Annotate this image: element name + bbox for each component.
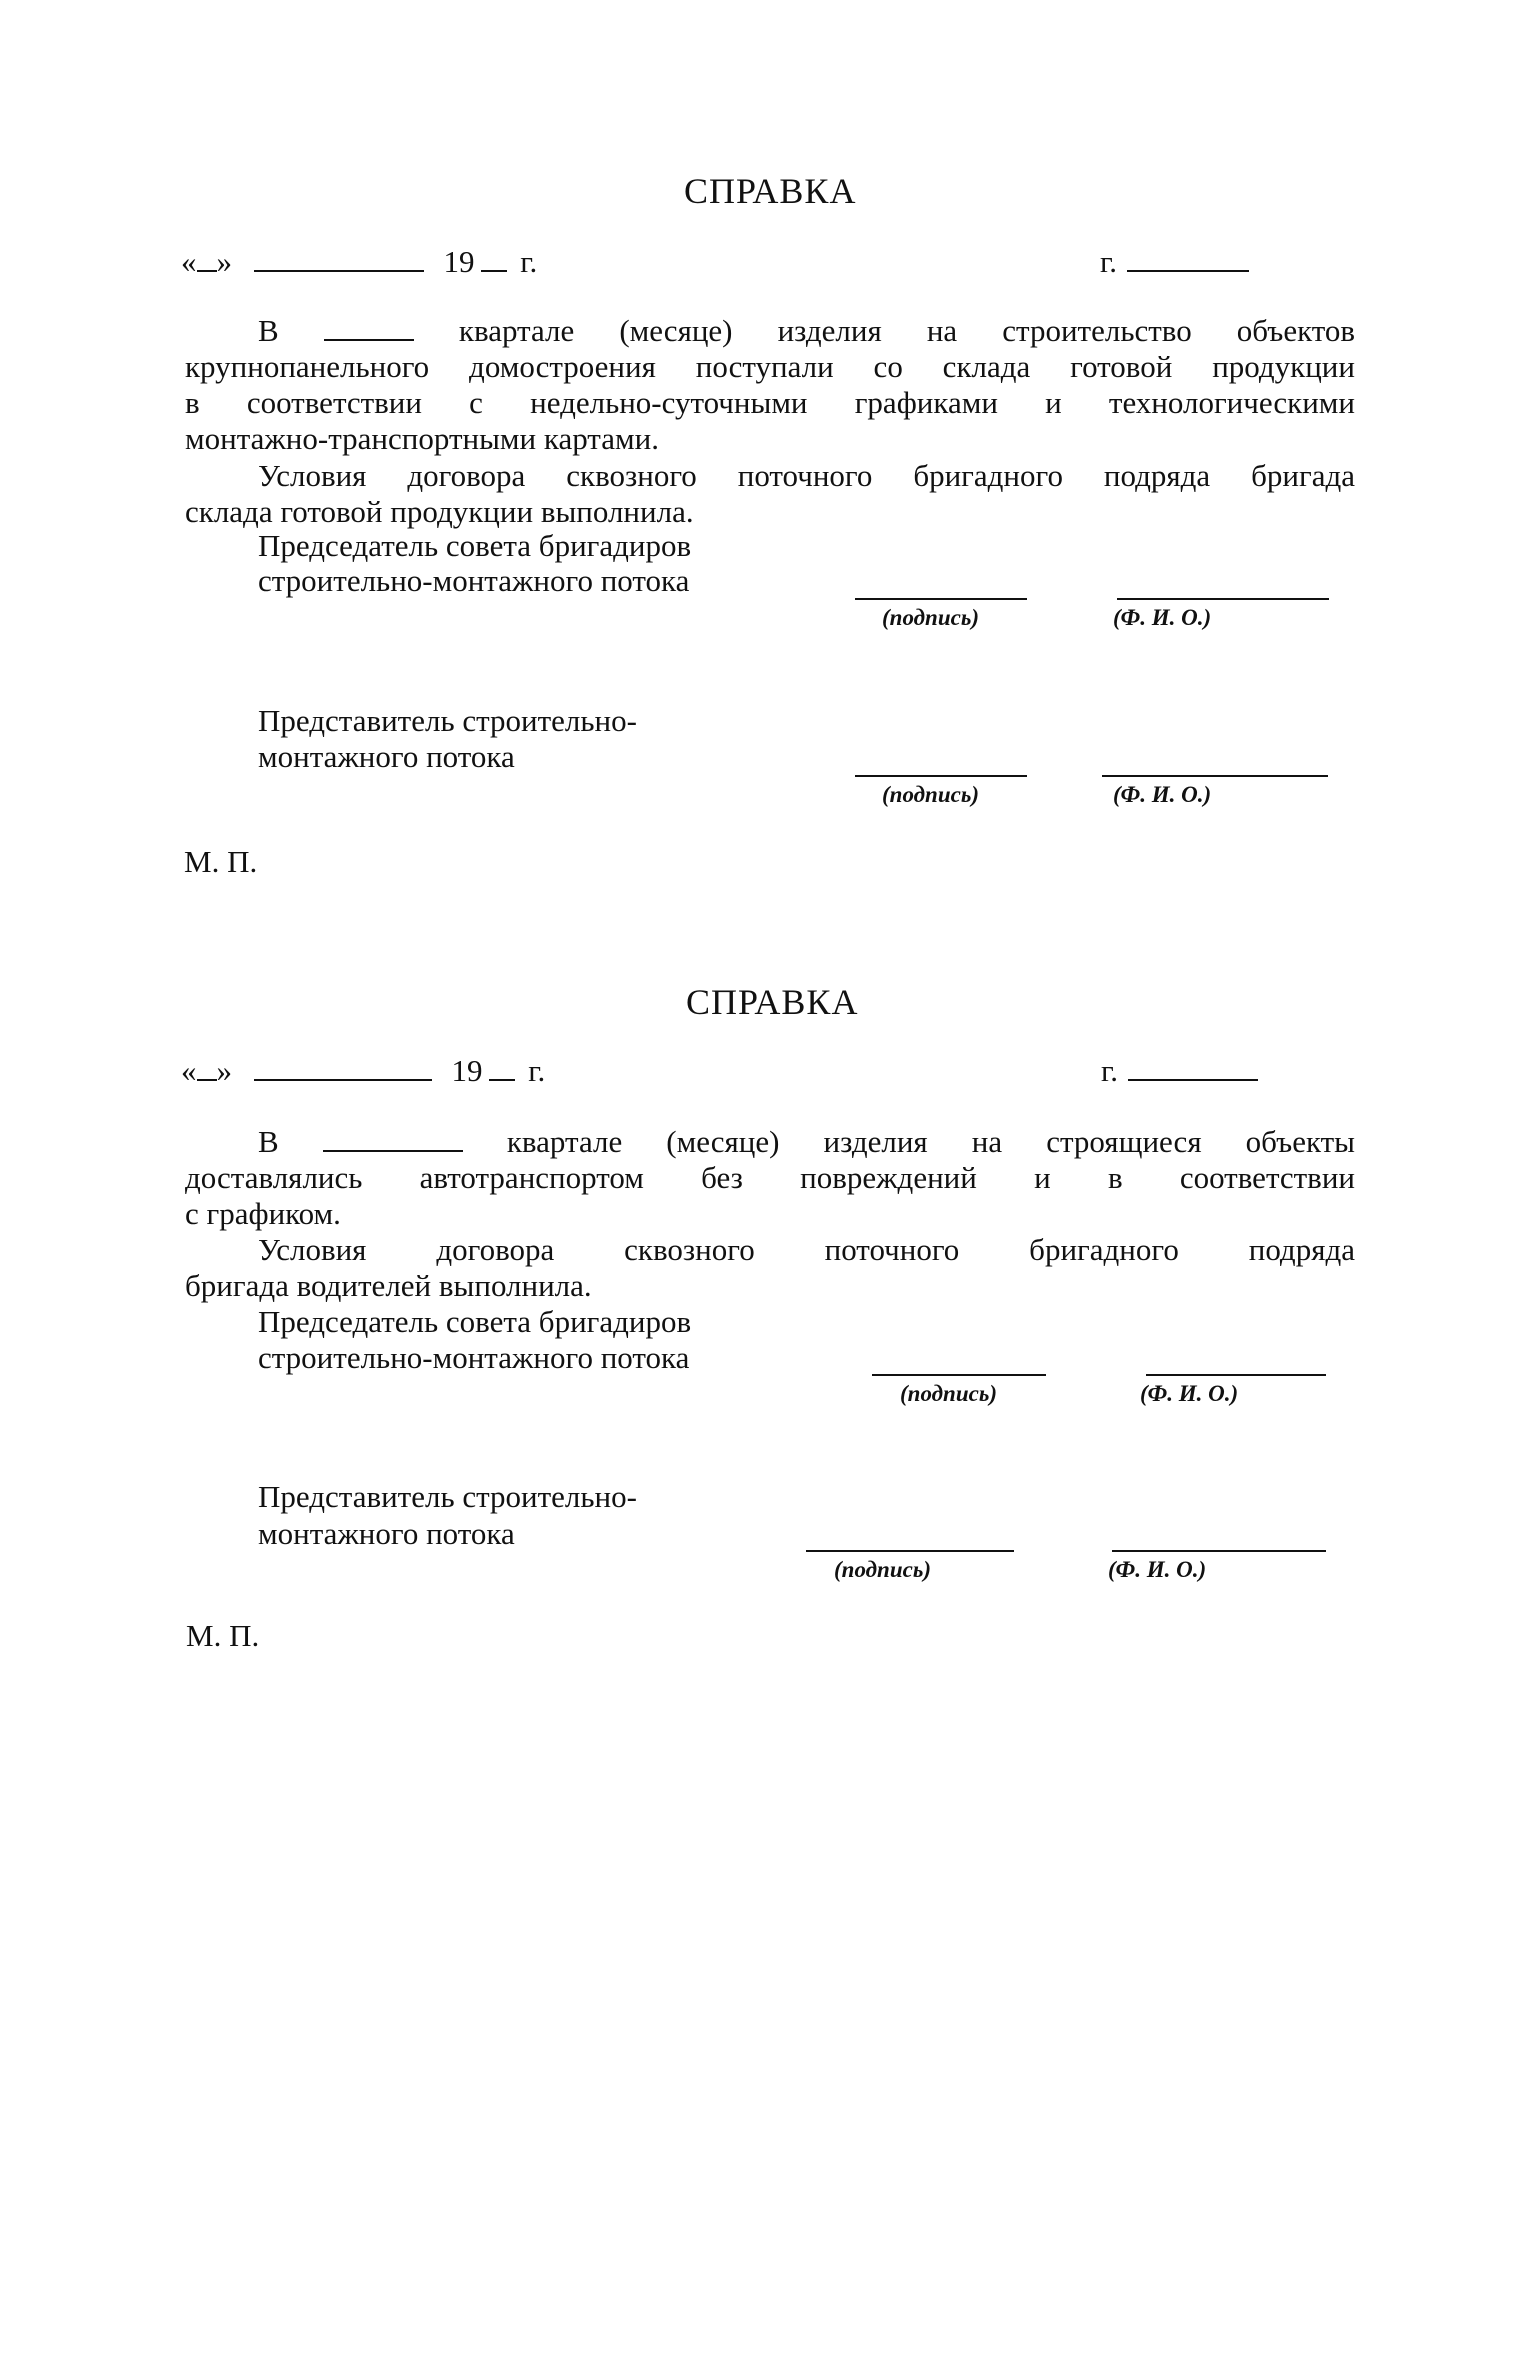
representative-title: монтажного потока	[258, 1516, 515, 1551]
name-caption: (Ф. И. О.)	[1113, 782, 1212, 807]
name-caption: (Ф. И. О.)	[1140, 1381, 1239, 1406]
signature-line	[855, 775, 1027, 777]
name-line	[1102, 775, 1328, 777]
day-blank	[197, 1075, 217, 1081]
signature-caption: (подпись)	[834, 1557, 932, 1582]
chair-title: строительно-монтажного потока	[258, 1340, 690, 1375]
name-caption: (Ф. И. О.)	[1113, 605, 1212, 630]
chair-title: строительно-монтажного потока	[258, 563, 690, 598]
month-blank	[254, 1075, 432, 1081]
paragraph-text: квартале (месяце) изделия на строительство объектов	[458, 313, 1356, 348]
name-caption: (Ф. И. О.)	[1108, 1557, 1207, 1582]
chair-title: Председатель совета бригадиров	[258, 528, 692, 563]
city-prefix: г.	[1100, 244, 1117, 279]
day-blank	[197, 266, 217, 272]
city-line	[1100, 244, 1249, 280]
year-blank	[481, 266, 507, 272]
year-blank	[489, 1075, 515, 1081]
year-suffix: г.	[520, 244, 538, 279]
quarter-blank	[323, 1146, 463, 1152]
paragraph-line: склада готовой продукции выполнила.	[185, 494, 694, 529]
signature-line	[872, 1374, 1046, 1376]
paragraph-start: В	[258, 313, 279, 348]
year-prefix: 19	[443, 244, 475, 279]
signature-line	[855, 598, 1027, 600]
representative-title: монтажного потока	[258, 739, 515, 774]
paragraph-line: Условия договора сквозного поточного бригадного подряда бригада	[258, 458, 1355, 493]
month-blank	[254, 266, 424, 272]
date-quote-close: »	[216, 244, 232, 279]
paragraph-start: В	[258, 1124, 279, 1159]
paragraph-line	[258, 1124, 1355, 1160]
name-line	[1117, 598, 1329, 600]
paragraph-line: с графиком.	[185, 1196, 341, 1231]
signature-caption: (подпись)	[900, 1381, 998, 1406]
date-line	[181, 1053, 545, 1089]
seal-mark: М. П.	[184, 844, 258, 879]
year-suffix: г.	[528, 1053, 546, 1088]
representative-title: Представитель строительно-	[258, 703, 637, 738]
signature-caption: (подпись)	[882, 605, 980, 630]
city-blank	[1128, 1075, 1258, 1081]
paragraph-text: квартале (месяце) изделия на строящиеся объекты	[506, 1124, 1355, 1159]
date-quote-open: «	[181, 1053, 197, 1088]
name-line	[1112, 1550, 1326, 1552]
chair-title: Председатель совета бригадиров	[258, 1304, 692, 1339]
city-prefix: г.	[1101, 1053, 1118, 1088]
quarter-blank	[324, 335, 414, 341]
signature-line	[806, 1550, 1014, 1552]
paragraph-line: Условия договора сквозного поточного бригадного подряда	[258, 1232, 1355, 1267]
date-line	[181, 244, 537, 280]
paragraph-line: в соответствии с недельно-суточными графиками и технологическими	[185, 385, 1355, 420]
date-quote-open: «	[181, 244, 197, 279]
city-line	[1101, 1053, 1258, 1089]
certificate-title: СПРАВКА	[686, 982, 859, 1022]
date-quote-close: »	[216, 1053, 232, 1088]
paragraph-line: бригада водителей выполнила.	[185, 1268, 592, 1303]
year-prefix: 19	[451, 1053, 483, 1088]
paragraph-line: доставлялись автотранспортом без повреждений и в соответствии	[185, 1160, 1355, 1195]
certificate-title: СПРАВКА	[684, 171, 857, 211]
paragraph-line	[258, 313, 1355, 349]
seal-mark: М. П.	[186, 1618, 260, 1653]
city-blank	[1127, 266, 1249, 272]
paragraph-line: крупнопанельного домостроения поступали со склада готовой продукции	[185, 349, 1355, 384]
representative-title: Представитель строительно-	[258, 1479, 637, 1514]
signature-caption: (подпись)	[882, 782, 980, 807]
paragraph-line: монтажно-транспортными картами.	[185, 421, 659, 456]
name-line	[1146, 1374, 1326, 1376]
